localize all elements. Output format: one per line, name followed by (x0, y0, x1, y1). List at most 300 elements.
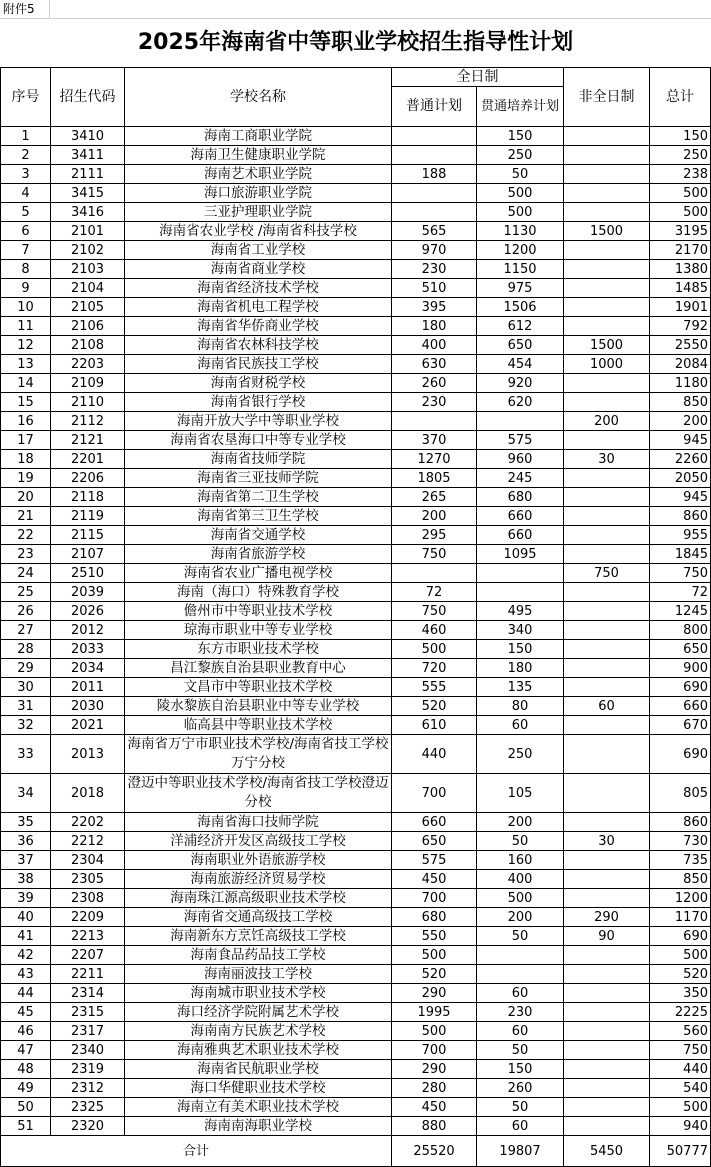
row-school-name: 洋浦经济开发区高级技工学校 (125, 832, 392, 851)
table-row (1, 813, 711, 832)
row-school-name: 海南工商职业学院 (125, 127, 392, 146)
row-school-name: 海南省华侨商业学校 (125, 317, 392, 336)
row-seq: 2 (1, 146, 51, 165)
row-regular-plan: 575 (392, 851, 477, 870)
row-through-plan: 50 (477, 1041, 564, 1060)
row-school-name: 海南城市职业技术学校 (125, 984, 392, 1003)
row-regular-plan: 555 (392, 678, 477, 697)
table-row (1, 984, 711, 1003)
row-parttime-plan (564, 260, 650, 279)
row-total: 1200 (650, 889, 711, 908)
row-code: 2201 (51, 450, 125, 469)
row-through-plan: 1506 (477, 298, 564, 317)
row-school-name: 海南珠江源高级职业技术学校 (125, 889, 392, 908)
row-total: 2260 (650, 450, 711, 469)
row-parttime-plan (564, 1022, 650, 1041)
row-code: 2033 (51, 640, 125, 659)
row-total: 750 (650, 564, 711, 583)
row-regular-plan: 188 (392, 165, 477, 184)
row-total: 940 (650, 1117, 711, 1136)
row-parttime-plan (564, 393, 650, 412)
table-row (1, 412, 711, 431)
row-seq: 49 (1, 1079, 51, 1098)
row-regular-plan: 230 (392, 260, 477, 279)
row-seq: 25 (1, 583, 51, 602)
row-parttime-plan (564, 870, 650, 889)
row-seq: 47 (1, 1041, 51, 1060)
row-through-plan: 575 (477, 431, 564, 450)
row-parttime-plan (564, 184, 650, 203)
table-row (1, 488, 711, 507)
row-seq: 11 (1, 317, 51, 336)
row-total: 1180 (650, 374, 711, 393)
row-school-name: 海南省经济技术学校 (125, 279, 392, 298)
row-seq: 51 (1, 1117, 51, 1136)
row-regular-plan: 230 (392, 393, 477, 412)
row-school-name: 澄迈中等职业技术学校/海南省技工学校澄迈分校 (125, 774, 392, 813)
row-seq: 13 (1, 355, 51, 374)
row-total: 660 (650, 697, 711, 716)
row-school-name: 海南省商业学校 (125, 260, 392, 279)
row-parttime-plan (564, 127, 650, 146)
row-parttime-plan (564, 203, 650, 222)
totals-parttime: 5450 (564, 1136, 650, 1167)
row-code: 2308 (51, 889, 125, 908)
row-through-plan: 60 (477, 716, 564, 735)
row-parttime-plan (564, 526, 650, 545)
row-code: 2111 (51, 165, 125, 184)
row-code: 2026 (51, 602, 125, 621)
row-regular-plan: 400 (392, 336, 477, 355)
row-through-plan: 500 (477, 889, 564, 908)
row-through-plan: 150 (477, 1060, 564, 1079)
row-parttime-plan (564, 1079, 650, 1098)
table-row (1, 716, 711, 735)
row-total: 690 (650, 735, 711, 774)
row-regular-plan: 500 (392, 946, 477, 965)
row-code: 2202 (51, 813, 125, 832)
row-through-plan: 454 (477, 355, 564, 374)
row-code: 2203 (51, 355, 125, 374)
row-regular-plan: 280 (392, 1079, 477, 1098)
row-regular-plan: 720 (392, 659, 477, 678)
row-parttime-plan (564, 678, 650, 697)
row-through-plan: 920 (477, 374, 564, 393)
table-row (1, 469, 711, 488)
row-through-plan: 60 (477, 984, 564, 1003)
row-code: 2112 (51, 412, 125, 431)
row-seq: 23 (1, 545, 51, 564)
row-code: 2304 (51, 851, 125, 870)
row-regular-plan: 510 (392, 279, 477, 298)
row-through-plan (477, 965, 564, 984)
row-school-name: 海南省民族技工学校 (125, 355, 392, 374)
row-school-name: 三亚护理职业学院 (125, 203, 392, 222)
row-through-plan: 660 (477, 507, 564, 526)
row-code: 2105 (51, 298, 125, 317)
row-code: 2213 (51, 927, 125, 946)
row-through-plan: 160 (477, 851, 564, 870)
header-code: 招生代码 (51, 68, 125, 127)
row-code: 2118 (51, 488, 125, 507)
row-total: 3195 (650, 222, 711, 241)
enrollment-plan-table (0, 67, 711, 1167)
row-parttime-plan (564, 469, 650, 488)
row-through-plan: 245 (477, 469, 564, 488)
row-through-plan: 60 (477, 1117, 564, 1136)
row-parttime-plan (564, 583, 650, 602)
page-title: 2025年海南省中等职业学校招生指导性计划 (137, 30, 574, 55)
row-parttime-plan: 30 (564, 832, 650, 851)
row-school-name: 海南省民航职业学校 (125, 1060, 392, 1079)
row-school-name: 海南新东方烹饪高级技工学校 (125, 927, 392, 946)
row-total: 860 (650, 813, 711, 832)
row-school-name: 海口旅游职业学院 (125, 184, 392, 203)
row-code: 2212 (51, 832, 125, 851)
row-school-name: 海南丽波技工学校 (125, 965, 392, 984)
row-regular-plan: 550 (392, 927, 477, 946)
row-school-name: 陵水黎族自治县职业中等专业学校 (125, 697, 392, 716)
table-row (1, 279, 711, 298)
table-row (1, 927, 711, 946)
row-through-plan: 80 (477, 697, 564, 716)
totals-row (1, 1136, 711, 1167)
row-parttime-plan: 30 (564, 450, 650, 469)
row-total: 250 (650, 146, 711, 165)
row-school-name: 昌江黎族自治县职业教育中心 (125, 659, 392, 678)
table-row (1, 564, 711, 583)
row-parttime-plan: 1500 (564, 222, 650, 241)
row-regular-plan: 650 (392, 832, 477, 851)
row-school-name: 海南省交通学校 (125, 526, 392, 545)
row-regular-plan (392, 412, 477, 431)
row-school-name: 海南省技师学院 (125, 450, 392, 469)
row-code: 2209 (51, 908, 125, 927)
row-total: 500 (650, 184, 711, 203)
row-seq: 42 (1, 946, 51, 965)
row-regular-plan: 450 (392, 1098, 477, 1117)
row-through-plan: 250 (477, 735, 564, 774)
row-regular-plan: 750 (392, 602, 477, 621)
table-row (1, 946, 711, 965)
row-school-name: 海南雅典艺术职业技术学校 (125, 1041, 392, 1060)
row-seq: 15 (1, 393, 51, 412)
row-school-name: 海南立有美术职业技术学校 (125, 1098, 392, 1117)
row-regular-plan: 180 (392, 317, 477, 336)
row-through-plan: 612 (477, 317, 564, 336)
row-total: 670 (650, 716, 711, 735)
row-parttime-plan (564, 165, 650, 184)
table-row (1, 374, 711, 393)
row-total: 945 (650, 488, 711, 507)
sheet-top-row (50, 0, 711, 19)
row-regular-plan: 520 (392, 697, 477, 716)
row-total: 730 (650, 832, 711, 851)
row-school-name: 海南省万宁市职业技术学校/海南省技工学校万宁分校 (125, 735, 392, 774)
row-seq: 28 (1, 640, 51, 659)
row-school-name: 琼海市职业中等专业学校 (125, 621, 392, 640)
row-total: 900 (650, 659, 711, 678)
row-code: 3410 (51, 127, 125, 146)
row-through-plan: 960 (477, 450, 564, 469)
row-seq: 48 (1, 1060, 51, 1079)
row-parttime-plan (564, 374, 650, 393)
row-code: 2108 (51, 336, 125, 355)
table-row (1, 602, 711, 621)
row-seq: 20 (1, 488, 51, 507)
row-parttime-plan (564, 716, 650, 735)
row-seq: 1 (1, 127, 51, 146)
row-school-name: 海南艺术职业学院 (125, 165, 392, 184)
row-school-name: 海南省第三卫生学校 (125, 507, 392, 526)
row-regular-plan: 1270 (392, 450, 477, 469)
row-through-plan: 495 (477, 602, 564, 621)
row-total: 500 (650, 1098, 711, 1117)
table-row (1, 1117, 711, 1136)
row-seq: 29 (1, 659, 51, 678)
row-total: 150 (650, 127, 711, 146)
row-regular-plan: 680 (392, 908, 477, 927)
table-row (1, 1079, 711, 1098)
row-total: 1901 (650, 298, 711, 317)
row-regular-plan: 700 (392, 1041, 477, 1060)
row-parttime-plan: 1500 (564, 336, 650, 355)
row-seq: 12 (1, 336, 51, 355)
row-through-plan: 105 (477, 774, 564, 813)
totals-regular: 25520 (392, 1136, 477, 1167)
row-through-plan: 150 (477, 640, 564, 659)
totals-total: 50777 (650, 1136, 711, 1167)
row-code: 2115 (51, 526, 125, 545)
attachment-label: 附件5 (0, 0, 50, 19)
row-regular-plan: 1805 (392, 469, 477, 488)
row-code: 2121 (51, 431, 125, 450)
row-total: 805 (650, 774, 711, 813)
row-code: 2011 (51, 678, 125, 697)
row-through-plan: 500 (477, 184, 564, 203)
row-school-name: 海南省财税学校 (125, 374, 392, 393)
row-seq: 6 (1, 222, 51, 241)
table-row (1, 678, 711, 697)
row-seq: 31 (1, 697, 51, 716)
table-row (1, 851, 711, 870)
row-regular-plan: 1995 (392, 1003, 477, 1022)
row-through-plan: 680 (477, 488, 564, 507)
row-seq: 7 (1, 241, 51, 260)
row-parttime-plan: 60 (564, 697, 650, 716)
row-parttime-plan (564, 946, 650, 965)
header-through: 贯通培养计划 (477, 87, 564, 127)
row-seq: 27 (1, 621, 51, 640)
row-parttime-plan (564, 1098, 650, 1117)
row-total: 2225 (650, 1003, 711, 1022)
row-parttime-plan: 750 (564, 564, 650, 583)
row-code: 3411 (51, 146, 125, 165)
table-row (1, 908, 711, 927)
row-parttime-plan (564, 298, 650, 317)
row-seq: 14 (1, 374, 51, 393)
row-school-name: 海口经济学院附属艺术学校 (125, 1003, 392, 1022)
row-code: 2012 (51, 621, 125, 640)
row-total: 800 (650, 621, 711, 640)
header-regular: 普通计划 (392, 87, 477, 127)
row-through-plan (477, 946, 564, 965)
row-code: 2317 (51, 1022, 125, 1041)
row-school-name: 海南旅游经济贸易学校 (125, 870, 392, 889)
table-row (1, 889, 711, 908)
row-through-plan: 200 (477, 813, 564, 832)
table-row (1, 640, 711, 659)
row-parttime-plan (564, 1117, 650, 1136)
row-parttime-plan (564, 317, 650, 336)
row-parttime-plan (564, 774, 650, 813)
table-row (1, 146, 711, 165)
row-through-plan: 260 (477, 1079, 564, 1098)
row-school-name: 儋州市中等职业技术学校 (125, 602, 392, 621)
row-through-plan: 50 (477, 1098, 564, 1117)
row-through-plan: 200 (477, 908, 564, 927)
table-row (1, 127, 711, 146)
table-row (1, 965, 711, 984)
row-regular-plan: 565 (392, 222, 477, 241)
row-total: 735 (650, 851, 711, 870)
row-regular-plan (392, 146, 477, 165)
row-school-name: 海南南方民族艺术学校 (125, 1022, 392, 1041)
row-code: 2021 (51, 716, 125, 735)
row-total: 540 (650, 1079, 711, 1098)
row-total: 238 (650, 165, 711, 184)
row-seq: 22 (1, 526, 51, 545)
table-row (1, 735, 711, 774)
row-seq: 8 (1, 260, 51, 279)
row-total: 850 (650, 393, 711, 412)
row-parttime-plan (564, 889, 650, 908)
row-parttime-plan (564, 851, 650, 870)
row-code: 2101 (51, 222, 125, 241)
row-regular-plan: 500 (392, 640, 477, 659)
row-school-name: 临高县中等职业技术学校 (125, 716, 392, 735)
table-row (1, 431, 711, 450)
table-row (1, 203, 711, 222)
row-through-plan: 1150 (477, 260, 564, 279)
row-through-plan: 340 (477, 621, 564, 640)
row-code: 2102 (51, 241, 125, 260)
row-seq: 4 (1, 184, 51, 203)
header-fulltime: 全日制 (392, 68, 564, 87)
row-seq: 19 (1, 469, 51, 488)
row-total: 2050 (650, 469, 711, 488)
row-regular-plan: 520 (392, 965, 477, 984)
row-regular-plan: 610 (392, 716, 477, 735)
row-code: 2107 (51, 545, 125, 564)
row-regular-plan: 290 (392, 1060, 477, 1079)
table-row (1, 774, 711, 813)
row-seq: 26 (1, 602, 51, 621)
row-through-plan: 250 (477, 146, 564, 165)
row-through-plan: 1130 (477, 222, 564, 241)
row-seq: 18 (1, 450, 51, 469)
row-total: 500 (650, 203, 711, 222)
row-parttime-plan (564, 1003, 650, 1022)
row-parttime-plan (564, 545, 650, 564)
row-code: 2039 (51, 583, 125, 602)
row-regular-plan: 500 (392, 1022, 477, 1041)
row-regular-plan: 265 (392, 488, 477, 507)
row-parttime-plan: 290 (564, 908, 650, 927)
table-body (1, 127, 711, 1136)
row-total: 2550 (650, 336, 711, 355)
row-total: 1170 (650, 908, 711, 927)
row-school-name: 海南省第二卫生学校 (125, 488, 392, 507)
row-seq: 33 (1, 735, 51, 774)
row-seq: 43 (1, 965, 51, 984)
row-total: 2170 (650, 241, 711, 260)
row-seq: 5 (1, 203, 51, 222)
row-regular-plan (392, 184, 477, 203)
row-school-name: 文昌市中等职业技术学校 (125, 678, 392, 697)
row-total: 690 (650, 678, 711, 697)
table-row (1, 393, 711, 412)
row-through-plan: 50 (477, 165, 564, 184)
table-row (1, 260, 711, 279)
row-code: 2109 (51, 374, 125, 393)
table-row (1, 298, 711, 317)
table-row (1, 1098, 711, 1117)
row-through-plan: 180 (477, 659, 564, 678)
row-school-name: 海南省农业学校 /海南省科技学校 (125, 222, 392, 241)
row-through-plan: 400 (477, 870, 564, 889)
row-parttime-plan (564, 146, 650, 165)
table-row (1, 832, 711, 851)
row-parttime-plan (564, 279, 650, 298)
row-through-plan: 230 (477, 1003, 564, 1022)
row-total: 945 (650, 431, 711, 450)
row-school-name: 海南省农业广播电视学校 (125, 564, 392, 583)
row-code: 2305 (51, 870, 125, 889)
row-parttime-plan (564, 602, 650, 621)
row-school-name: 海南省农林科技学校 (125, 336, 392, 355)
row-regular-plan: 630 (392, 355, 477, 374)
row-parttime-plan: 200 (564, 412, 650, 431)
row-through-plan: 135 (477, 678, 564, 697)
row-code: 2320 (51, 1117, 125, 1136)
row-seq: 37 (1, 851, 51, 870)
row-total: 850 (650, 870, 711, 889)
row-seq: 50 (1, 1098, 51, 1117)
row-school-name: 海南职业外语旅游学校 (125, 851, 392, 870)
row-total: 1245 (650, 602, 711, 621)
row-total: 350 (650, 984, 711, 1003)
row-parttime-plan: 90 (564, 927, 650, 946)
table-row (1, 450, 711, 469)
row-school-name: 海南食品药品技工学校 (125, 946, 392, 965)
row-school-name: 海南省交通高级技工学校 (125, 908, 392, 927)
row-regular-plan: 450 (392, 870, 477, 889)
row-total: 560 (650, 1022, 711, 1041)
row-code: 2018 (51, 774, 125, 813)
row-regular-plan: 295 (392, 526, 477, 545)
row-regular-plan: 200 (392, 507, 477, 526)
row-code: 2103 (51, 260, 125, 279)
row-through-plan: 1095 (477, 545, 564, 564)
row-school-name: 海南（海口）特殊教育学校 (125, 583, 392, 602)
row-seq: 45 (1, 1003, 51, 1022)
row-code: 2206 (51, 469, 125, 488)
row-parttime-plan (564, 1041, 650, 1060)
row-code: 2319 (51, 1060, 125, 1079)
row-seq: 3 (1, 165, 51, 184)
row-school-name: 海南省机电工程学校 (125, 298, 392, 317)
